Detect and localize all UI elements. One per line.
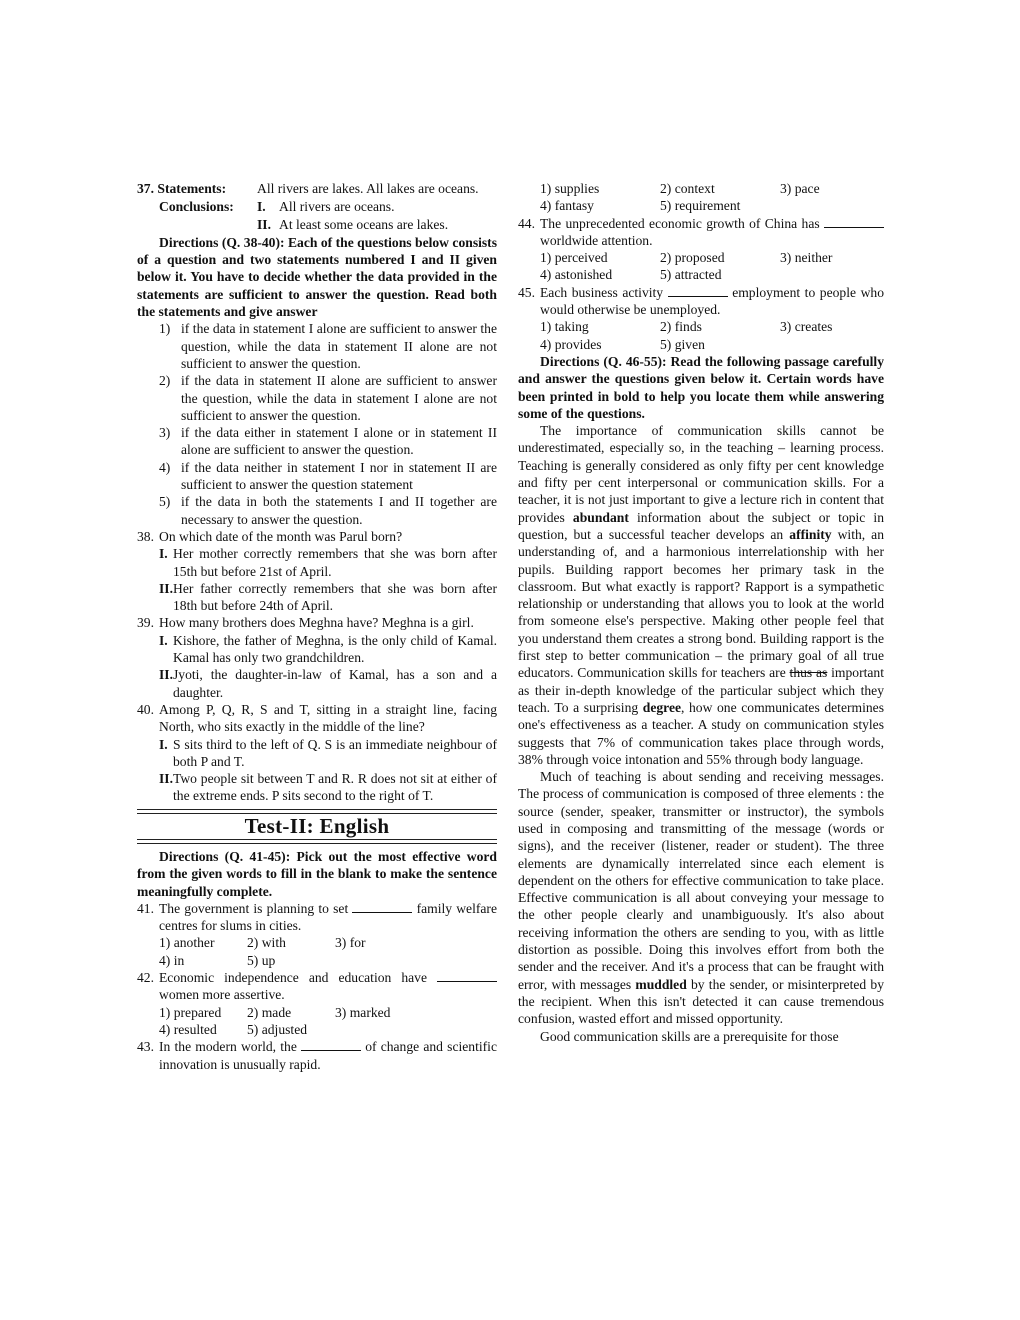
- conclusions-label: Conclusions:: [159, 199, 234, 215]
- question-43: [137, 1038, 497, 1073]
- question-41: [137, 900, 497, 969]
- test-title: Test-II: English: [244, 813, 390, 838]
- q41-option: 2) with: [247, 935, 286, 951]
- q45-blank: [668, 284, 728, 297]
- q39-s2-number: II.: [159, 667, 173, 683]
- q42-option: 5) adjusted: [247, 1021, 308, 1037]
- directions-38-40: Directions (Q. 38-40): Each of the questions below consists of a question and two statements numbered I and II given below it. You have to decide whether the data provided in the statements are sufficient to answer the question. Read both the statements and give answer: [137, 234, 497, 320]
- q38-s2-text: Her father correctly remembers that she was born after 18th but before 24th of April.: [173, 580, 497, 614]
- q42-option: 4) resulted: [159, 1021, 217, 1037]
- dir-option-text: if the data neither in statement I nor in statement II are sufficient to answer the question statement: [181, 459, 497, 493]
- q40-s1-number: I.: [159, 736, 168, 752]
- q42-option: 3) marked: [335, 1004, 391, 1020]
- q40-number: 40.: [137, 701, 154, 717]
- dir-option-text: if the data in statement II alone are sufficient to answer the question, while the data in statement I alone are not sufficient to answer the question.: [181, 373, 497, 423]
- q42-blank: [437, 969, 497, 982]
- bold-word-muddled: muddled: [635, 976, 687, 992]
- q45-option: 5) given: [660, 336, 705, 352]
- q38-s2-number: II.: [159, 580, 173, 596]
- q44-text-pre: The unprecedented economic growth of China has: [540, 215, 820, 231]
- q45-option: 1) taking: [540, 319, 589, 335]
- q42-text-pre: Economic independence and education have: [159, 970, 427, 986]
- q41-number: 41.: [137, 900, 154, 916]
- q44-text-post: worldwide attention.: [540, 232, 653, 248]
- passage-text: with, an understanding of, and a harmonious interrelationship with her pupils. Building rapport becomes her primary task in the classroom. But what exactly is rapport? Rapport is a sympathetic relationship or understanding that allows you to look at the world from someone else's perspective. Making other people feel that you understand them creates a strong bond. Building rapport is the first step to better communication – the primary goal of all true educators. Communication skills for teachers are: [518, 526, 885, 681]
- passage-text: , how one communicates determines one's effectiveness as a teacher. A study on communication styles suggests that 7% of communication takes place through words, 38% through voice intonation and 55% through body language.: [518, 699, 884, 767]
- q42-option: 2) made: [247, 1004, 292, 1020]
- question-45: [518, 284, 884, 353]
- q43-option: 4) fantasy: [540, 198, 594, 214]
- dir-option-text: if the data in statement I alone are sufficient to answer the question, while the data in statement II alone are not sufficient to answer the question.: [181, 321, 497, 371]
- question-43-options: [518, 180, 884, 215]
- dir-option-number: 5): [159, 494, 171, 510]
- passage-paragraph-3: Good communication skills are a prerequisite for those: [540, 1028, 839, 1044]
- q44-blank: [824, 215, 884, 228]
- dir-option-number: 4): [159, 459, 171, 475]
- struck-words: thus as: [789, 665, 828, 681]
- passage-text: important as their in-depth knowledge of the particular subject which they teach. To a surprising: [518, 665, 884, 715]
- right-column: [518, 180, 884, 1045]
- statements-text: All rivers are lakes. All lakes are oceans.: [257, 181, 479, 196]
- bold-word-abundant: abundant: [572, 509, 629, 525]
- q41-text-pre: The government is planning to set: [159, 900, 349, 916]
- question-38: [137, 528, 497, 614]
- conclusion-2-number: II.: [257, 216, 271, 232]
- q42-option: 1) prepared: [159, 1004, 222, 1020]
- q40-s1-text: S sits third to the left of Q. S is an immediate neighbour of both P and T.: [173, 736, 497, 769]
- directions-38-40-options: [137, 320, 497, 528]
- question-40: [137, 701, 497, 805]
- section-divider-bottom: [137, 839, 497, 844]
- bold-word-affinity: affinity: [789, 526, 832, 542]
- q39-s2-text: Jyoti, the daughter-in-law of Kamal, has a son and a daughter.: [173, 667, 497, 700]
- dir-option-number: 1): [159, 321, 171, 337]
- q41-option: 5) up: [247, 952, 276, 968]
- q45-number: 45.: [518, 284, 535, 300]
- q43-text-post: of change and scientific innovation is unusually rapid.: [159, 1039, 497, 1072]
- q39-number: 39.: [137, 615, 154, 631]
- question-39: [137, 614, 497, 700]
- q41-blank: [352, 900, 412, 913]
- q44-number: 44.: [518, 215, 535, 231]
- q38-number: 38.: [137, 528, 154, 544]
- dir-option-number: 2): [159, 373, 171, 389]
- q40-s2-text: Two people sit between T and R. R does not sit at either of the extreme ends. P sits second to the right of T.: [173, 771, 497, 804]
- q44-option: 5) attracted: [660, 267, 722, 283]
- q42-number: 42.: [137, 970, 154, 986]
- conclusion-1-number: I.: [257, 199, 266, 215]
- dir-option-number: 3): [159, 425, 171, 441]
- passage-text: information about the subject or topic in question, but a successful teacher develops an: [518, 509, 884, 542]
- q39-s1-text: Kishore, the father of Meghna, is the only child of Kamal. Kamal has only two grandchildren.: [173, 632, 497, 666]
- conclusion-2-text: At least some oceans are lakes.: [279, 216, 449, 232]
- directions-41-45: Directions (Q. 41-45): Pick out the most effective word from the given words to fill in the blank to make the sentence meaningfully complete.: [137, 848, 497, 899]
- q45-option: 3) creates: [780, 319, 833, 335]
- passage-paragraph-2: [518, 768, 884, 1027]
- passage-text: by the sender, or misinterpreted by the recipient. When this isn't detected it can cause tremendous confusion, wasted effort and missed opportunity.: [518, 976, 884, 1027]
- q38-s1-text: Her mother correctly remembers that she was born after 15th but before 21st of April.: [173, 546, 497, 579]
- question-44: [518, 215, 884, 284]
- q45-text-pre: Each business activity: [540, 284, 664, 300]
- q40-text: Among P, Q, R, S and T, sitting in a straight line, facing North, who sits exactly in the middle of the line?: [159, 701, 497, 735]
- q39-text: How many brothers does Meghna have? Meghna is a girl.: [159, 615, 474, 631]
- directions-46-55: Directions (Q. 46-55): Read the following passage carefully and answer the questions given below it. Certain words have been printed in bold to help you locate them while answering some of the questions.: [518, 353, 884, 421]
- q44-option: 4) astonished: [540, 267, 613, 283]
- dir-option-text: if the data either in statement I alone or in statement II alone are sufficient to answer the question.: [181, 425, 497, 458]
- q41-option: 1) another: [159, 935, 215, 951]
- q43-text-pre: In the modern world, the: [159, 1039, 297, 1055]
- q45-option: 2) finds: [660, 319, 702, 335]
- passage-text: The importance of communication skills cannot be underestimated, especially so, in the teaching – learning process. Teaching is generally considered as only fifty per cent knowledge and fifty per cent interpersonal or communication skills. For a teacher, it is not just important to give a lecture rich in content that provides: [518, 423, 884, 525]
- q43-number: 43.: [137, 1039, 154, 1055]
- question-42: [137, 969, 497, 1038]
- q43-option: 3) pace: [780, 181, 820, 196]
- q37-number: 37.: [137, 181, 154, 196]
- left-column: [137, 180, 497, 1073]
- q44-option: 1) perceived: [540, 250, 608, 266]
- q45-option: 4) provides: [540, 336, 602, 352]
- q44-option: 2) proposed: [660, 250, 725, 266]
- q43-blank: [301, 1038, 361, 1051]
- passage-text: Much of teaching is about sending and receiving messages. The process of communication is composed of three elements : the source (sender, speaker, transmitter or instructor), the symbols used in composing and transmitting of the message (words or signs), and the receiver (listener, reader or student). The three elements are dynamically interrelated since each element is dependent on the others for effective communication to take place. Effective communication is all about conveying your message to the other people clearly and unambiguously. It's also about receiving information the others are sending to you, with as little distortion as possible. Doing this involves effort from both the sender and the receiver. And it's a process that can be fraught with error, with messages: [518, 769, 884, 992]
- q41-option: 4) in: [159, 952, 185, 968]
- q43-option: 2) context: [660, 181, 715, 196]
- q43-option: 1) supplies: [540, 181, 600, 196]
- q38-text: On which date of the month was Parul born?: [159, 528, 403, 544]
- q42-text-post: women more assertive.: [159, 987, 285, 1003]
- q41-option: 3) for: [335, 935, 366, 951]
- conclusion-1-text: All rivers are oceans.: [279, 199, 395, 215]
- q44-option: 3) neither: [780, 250, 833, 266]
- q40-s2-number: II.: [159, 771, 173, 787]
- passage-paragraph-1: [518, 422, 884, 768]
- statements-label: Statements:: [157, 181, 227, 196]
- q45-text-post: employment to people who would otherwise be unemployed.: [540, 284, 884, 318]
- q39-s1-number: I.: [159, 632, 168, 648]
- section-divider-top: [137, 809, 497, 814]
- q38-s1-number: I.: [159, 546, 168, 562]
- question-37: [137, 180, 497, 233]
- bold-word-degree: degree: [642, 699, 682, 715]
- q41-text-post: family welfare centres for slums in cities.: [159, 900, 497, 934]
- dir-option-text: if the data in both the statements I and II together are necessary to answer the question.: [181, 494, 497, 527]
- q43-option: 5) requirement: [660, 198, 741, 214]
